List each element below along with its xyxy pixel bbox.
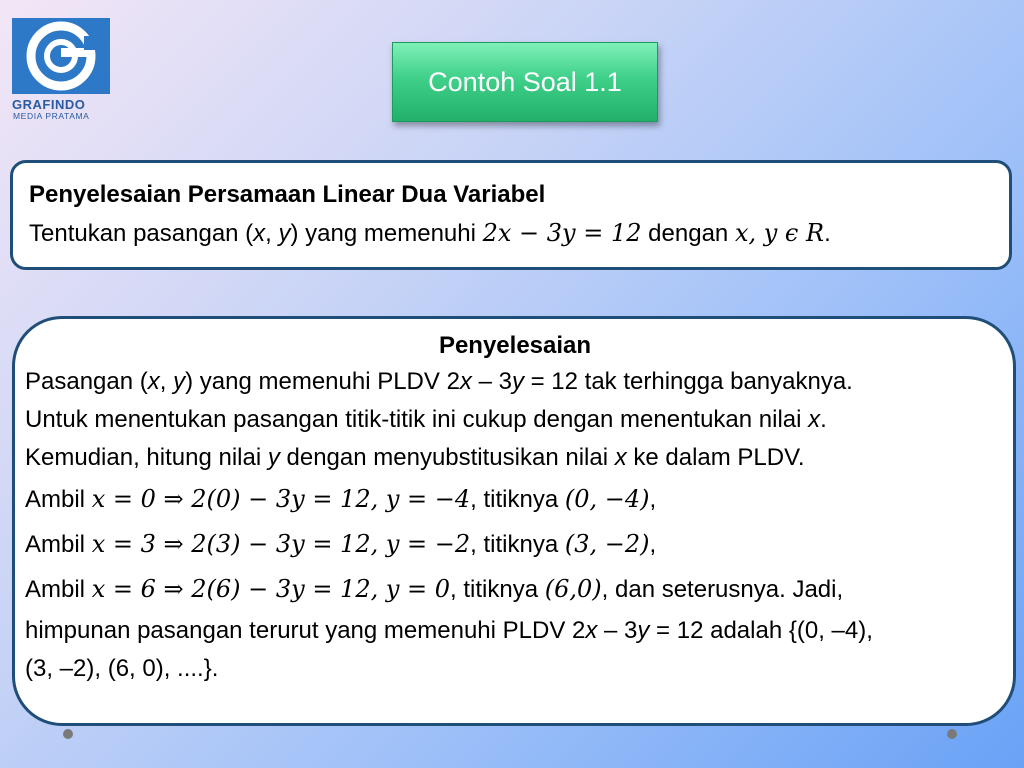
problem-equation: 2x − 3y = 12 — [482, 219, 642, 247]
problem-box — [10, 160, 1012, 270]
problem-domain: x, y ϵ R — [734, 219, 825, 247]
solution-conclusion: himpunan pasangan terurut yang memenuhi PLDV 2x – 3y = 12 adalah {(0, –4), — [25, 617, 873, 644]
problem-heading: Penyelesaian Persamaan Linear Dua Variabel — [29, 181, 546, 208]
bullet-dot-icon — [63, 729, 73, 739]
logo-subname: MEDIA PRATAMA — [13, 111, 90, 121]
step-2-equation: x = 3 ⇒ 2(3) − 3y = 12, y = −2 — [91, 530, 471, 558]
step-1-point: (0, −4) — [564, 485, 650, 513]
problem-statement: Tentukan pasangan (x, y) yang memenuhi 2x − 3y = 12 dengan x, y ϵ R. — [29, 219, 831, 247]
bullet-dot-icon — [947, 729, 957, 739]
solution-step-1: Ambil x = 0 ⇒ 2(0) − 3y = 12, y = −4, titiknya (0, −4), — [25, 485, 657, 513]
logo-emblem — [12, 18, 110, 94]
step-3-equation: x = 6 ⇒ 2(6) − 3y = 12, y = 0 — [91, 575, 451, 603]
step-3-point: (6,0) — [544, 575, 602, 603]
publisher-logo — [12, 18, 112, 120]
solution-heading: Penyelesaian — [438, 332, 592, 359]
solution-paragraph-2: Untuk menentukan pasangan titik-titik ini cukup dengan menentukan nilai x. — [25, 406, 827, 433]
solution-paragraph-1: Pasangan (x, y) yang memenuhi PLDV 2x – 3y = 12 tak terhingga banyaknya. — [25, 368, 853, 395]
solution-paragraph-3: Kemudian, hitung nilai y dengan menyubstitusikan nilai x ke dalam PLDV. — [25, 444, 805, 471]
logo-name: GRAFINDO — [12, 97, 86, 112]
step-2-point: (3, −2) — [564, 530, 650, 558]
solution-box — [12, 316, 1016, 726]
solution-step-3: Ambil x = 6 ⇒ 2(6) − 3y = 12, y = 0, titiknya (6,0), dan seterusnya. Jadi, — [25, 575, 844, 603]
solution-conclusion-line-2: (3, –2), (6, 0), ....}. — [25, 655, 219, 682]
solution-step-2: Ambil x = 3 ⇒ 2(3) − 3y = 12, y = −2, titiknya (3, −2), — [25, 530, 657, 558]
step-1-equation: x = 0 ⇒ 2(0) − 3y = 12, y = −4 — [91, 485, 471, 513]
slide-title-button: Contoh Soal 1.1 — [392, 42, 658, 122]
